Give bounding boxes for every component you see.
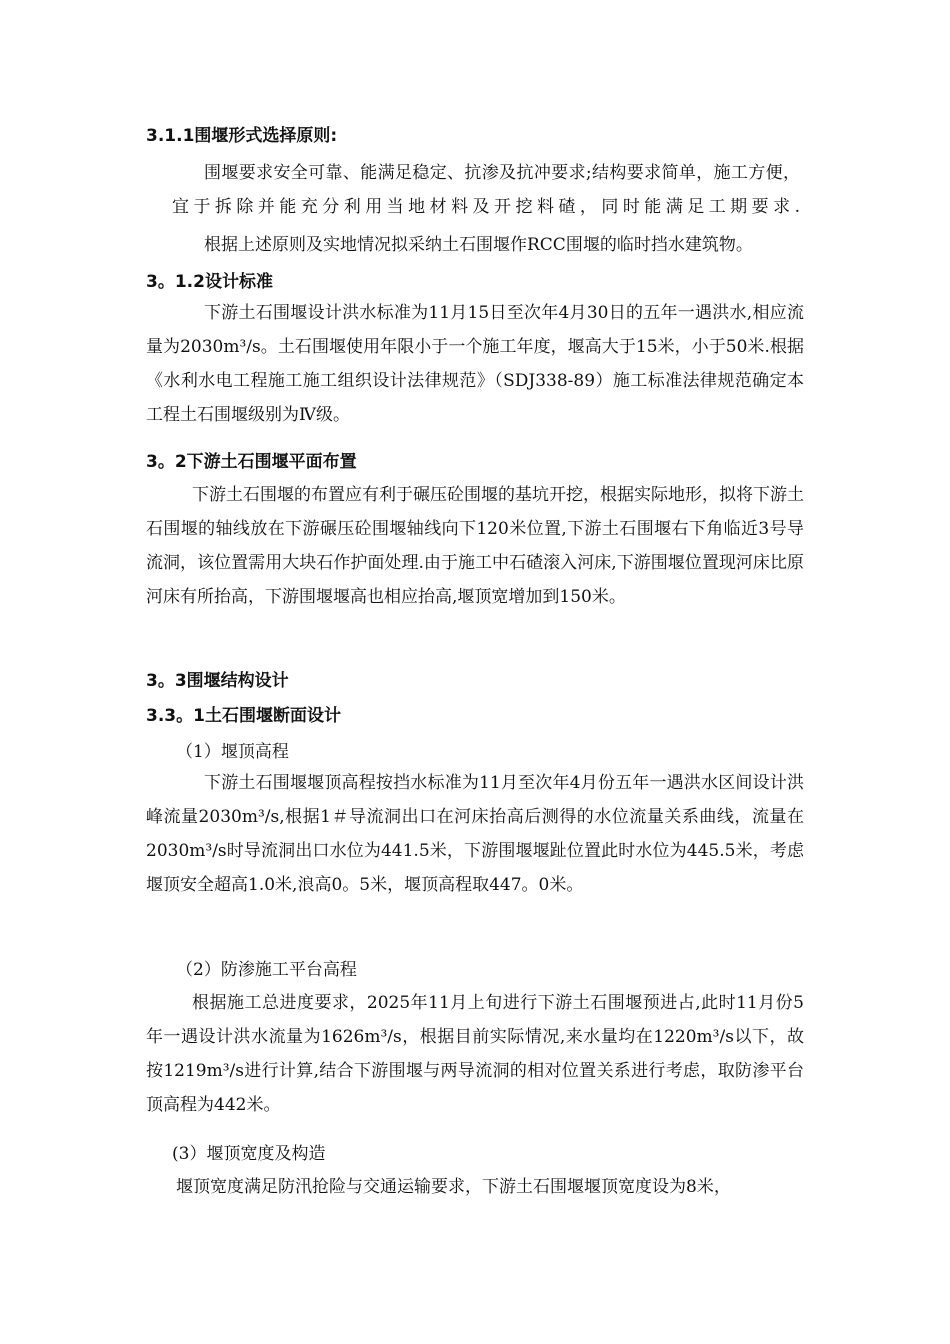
heading-3-1-1: 3.1.1围堰形式选择原则:	[146, 126, 338, 146]
subheading-platform-elevation: （2）防渗施工平台高程	[176, 960, 357, 980]
heading-3-1-2: 3。1.2设计标准	[146, 272, 273, 292]
paragraph-crest-width: 堰顶宽度满足防汛抢险与交通运输要求，下游土石围堰堰顶宽度设为8米，	[176, 1177, 731, 1197]
heading-3-3-1: 3.3。1土石围堰断面设计	[146, 706, 341, 726]
subheading-crest-elevation: （1）堰顶高程	[176, 742, 289, 762]
paragraph-3-2-layout: 下游土石围堰的布置应有利于碾压砼围堰的基坑开挖，根据实际地形，拟将下游土石围堰的轴线放在下游碾压砼围堰轴线向下120米位置,下游土石围堰右下角临近3号导流洞，该位置需用大块石作护面处理.由于施工中石碴滚入河床,下游围堰位置现河床比原河床有所抬高，下游围堰堰高也相应抬高,堰顶宽增加到150米。	[146, 485, 804, 607]
paragraph-3-1-2-design-standard: 下游土石围堰设计洪水标准为11月15日至次年4月30日的五年一遇洪水,相应流量为2030m³/s。土石围堰使用年限小于一个施工年度，堰高大于15米，小于50米.根据《水利水电工程施工施工组织设计法律规范》（SDJ338-89）施工标准法律规范确定本工程土石围堰级别为Ⅳ级。	[146, 303, 804, 425]
paragraph-platform-elevation: 根据施工总进度要求，2025年11月上旬进行下游土石围堰预进占,此时11月份5年一遇设计洪水流量为1626m³/s，根据目前实际情况,来水量均在1220m³/s以下，故按1219m³/s进行计算,结合下游围堰与两导流洞的相对位置关系进行考虑，取防渗平台顶高程为442米。	[146, 993, 804, 1115]
heading-3-3: 3。3围堰结构设计	[146, 671, 289, 691]
paragraph-crest-elevation: 下游土石围堰堰顶高程按挡水标准为11月至次年4月份五年一遇洪水区间设计洪峰流量2030m³/s,根据1＃导流洞出口在河床抬高后测得的水位流量关系曲线，流量在2030m³/s时导流洞出口水位为441.5米，下游围堰堰趾位置此时水位为445.5米，考虑堰顶安全超高1.0米,浪高0。5米，堰顶高程取447。0米。	[146, 773, 804, 895]
heading-3-2: 3。2下游土石围堰平面布置	[146, 452, 357, 472]
subheading-crest-width: (3）堰顶宽度及构造	[172, 1144, 326, 1164]
paragraph-3-1-1-choice: 根据上述原则及实地情况拟采纳土石围堰作RCC围堰的临时挡水建筑物。	[204, 235, 753, 255]
paragraph-3-1-1-principles: 围堰要求安全可靠、能满足稳定、抗渗及抗冲要求;结构要求简单，施工方便，宜于拆除并能充分利用当地材料及开挖料碴，同时能满足工期要求.	[172, 163, 800, 217]
